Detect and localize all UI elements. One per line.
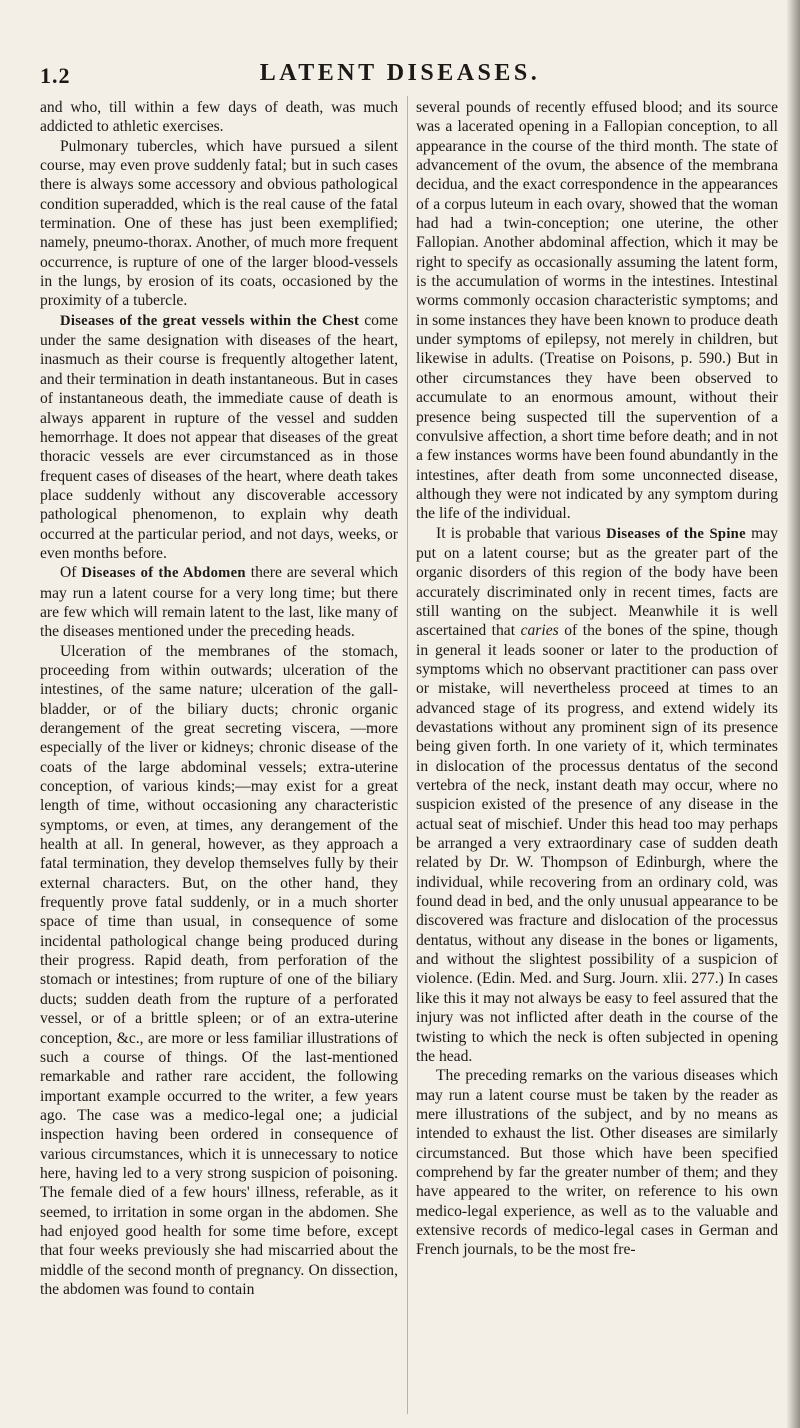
italic-term: caries (520, 622, 559, 640)
paragraph: several pounds of recently effused blood; and its source was a lacerated opening in a Fallopian conception, to all appearance in the course of the third month. The state of advancement of the ovum, the absence of the membrana decidua, and the exact correspondence in the appearances of a corpus luteum in each ovary, showed that the woman had had a twin-conception; one uterine, the other Fallopian. Another abdominal affection, which it may be right to specify as occasionally assuming the latent form, is the accumulation of worms in the intestines. Intestinal worms commonly occasion characteristic symptoms; and in some instances they have been known to produce death under symptoms of epilepsy, not merely in children, but likewise in adults. (Treatise on Poisons, p. 590.) But in other circumstances they have been observed to accumulate to an enormous amount, without their presence being suspected till the supervention of a convulsive affection, a short time before death; and in not a few instances worms have been found abundantly in the intestines, after death from some unconnected disease, although they were not indicated by any symptom during the life of the individual. (416, 99, 778, 523)
paragraph-text: come under the same designation with diseases of the heart, inasmuch as their course is frequently altogether latent, and their termination in death instantaneous. But in cases of instantaneous death, the immediate cause of death is always apparent in rupture of the vessel and sudden hemorrhage. It does not appear that diseases of the great thoracic vessels are ever circumstanced as in those frequent cases of diseases of the heart, where death takes place suddenly without any discoverable accessory pathological phenomenon, to explain why death occurred at the particular period, and not days, weeks, or even months before. (40, 311, 398, 562)
paragraph: and who, till within a few days of death, was much addicted to athletic exercises. (40, 99, 398, 136)
section-heading: Diseases of the great vessels within the Chest (60, 312, 360, 329)
running-title: LATENT DISEASES. (259, 60, 541, 86)
paragraph (416, 524, 778, 1067)
paragraph (40, 311, 398, 563)
paragraph-text: of the bones of the spine, though in general it leads sooner or later to the production of symptoms which no observant practitioner can pass over or mistake, will nevertheless proceed at times to an advanced stage of its progress, and extend widely its devastations without any prominent sign of its presence being given forth. In one variety of it, which terminates in dislocation of the processus dentatus of the second vertebra of the neck, instant death may occur, where no suspicion existed of the presence of any disease in the actual seat of mischief. Under this head too may perhaps be arranged a very extraordinary case of sudden death related by Dr. W. Thompson of Edinburgh, where the individual, while recovering from an ordinary cold, was found dead in bed, and the only unusual appearance to be discovered was fracture and dislocation of the processus dentatus, without any disease in the bones or ligaments, and without the slightest possibility of a suspicion of violence. (Edin. Med. and Surg. Journ. xlii. 277.) In cases like this it may not always be easy to feel assured that the injury was not inflicted after death in the course of the twisting to which the neck is often subjected in opening the head. (416, 622, 778, 1065)
column-divider (407, 96, 408, 1414)
paragraph-text: may put on a latent course; but as the greater part of the organic disorders of this region of the body have been accurately discriminated only in recent times, facts are still wanting on the subject. Meanwhile it is well ascertained that (416, 524, 779, 640)
paragraph: Pulmonary tubercles, which have pursued a silent course, may even prove suddenly fatal; but in such cases there is always some accessory and obvious pathological condition superadded, which is the real cause of the fatal termination. One of these has just been exemplified; namely, pneumo-thorax. Another, of much more frequent occurrence, is rupture of one of the larger blood-vessels in the lungs, by erosion of its coats, occasioned by the proximity of a tubercle. (40, 137, 398, 310)
section-heading: Diseases of the Spine (606, 525, 746, 542)
right-column (416, 98, 778, 1260)
running-head (28, 60, 772, 90)
page-number: 1.2 (40, 63, 71, 88)
paragraph-text: Of (60, 564, 82, 582)
paragraph: The preceding remarks on the various diseases which may run a latent course must be taken by the reader as mere illustrations of the subject, and by no means as intended to exhaust the list. Other diseases are similarly circumstanced. But those which have been specified comprehend by far the greater number of them; and they have appeared to the writer, on reference to his own medico-legal experience, as well as to the valuable and extensive records of medico-legal cases in German and French journals, to be the most fre- (416, 1067, 778, 1259)
page-edge-shadow (786, 0, 800, 1428)
section-heading: Diseases of the Abdomen (81, 565, 246, 582)
left-column (40, 98, 398, 1299)
paragraph-text: It is probable that various (436, 524, 607, 542)
paragraph (40, 563, 398, 641)
paragraph: Ulceration of the membranes of the stomach, proceeding from within outwards; ulceration of the intestines, of the same nature; ulceration of the gall-bladder, or of the biliary ducts; chronic organic derangement of the great secreting viscera, —more especially of the liver or kidneys; chronic disease of the coats of the large abdominal vessels; extra-uterine conception, of various kinds;—may exist for a great length of time, without occasioning any characteristic symptoms, or even, at times, any derangement of the health at all. In general, however, as they approach a fatal termination, they develop themselves fully by their external characters. But, on the other hand, they frequently prove fatal suddenly, or in a much shorter space of time than usual, in consequence of some incidental pathological change being produced during their progress. Rapid death, from perforation of the stomach or intestines; from rupture of one of the biliary ducts; sudden death from the rupture of a perforated vessel, or of a brittle spleen; or of an extra-uterine conception, &c., are more or less familiar illustrations of such a course of things. Of the last-mentioned remarkable and rather rare accident, the following important example occurred to the writer, a few years ago. The case was a medico-legal one; a judicial inspection having been ordered in consequence of various circumstances, which it is unnecessary to notice here, having led to a very strong suspicion of poisoning. The female died of a few hours' illness, referable, as it seemed, to irritation in some organ in the abdomen. She had enjoyed good health for some time before, except that four weeks previously she had miscarried about the middle of the second month of pregnancy. On dissection, the abdomen was found to contain (40, 642, 398, 1298)
paragraph-text: there are several which may run a latent course for a very long time; but there are few which will remain latent to the last, like many of the diseases mentioned under the preceding heads. (40, 564, 398, 641)
